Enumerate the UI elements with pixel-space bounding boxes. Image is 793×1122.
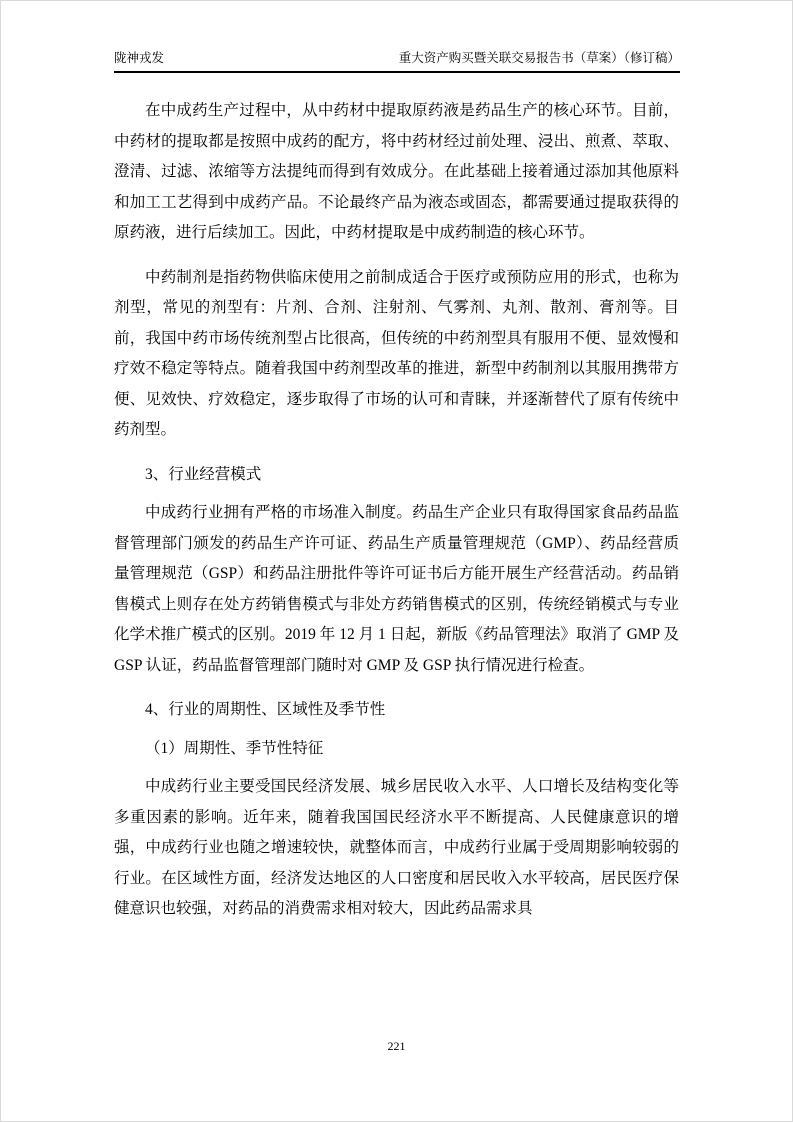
header-company-name: 陇神戎发 bbox=[114, 51, 165, 65]
page-number: 221 bbox=[387, 1039, 406, 1053]
page-header bbox=[114, 49, 680, 73]
paragraph-industry-influences: 中成药行业主要受国民经济发展、城乡居民收入水平、人口增长及结构变化等多重因素的影响。近年来，随着我国国民经济水平不断提高、人民健康意识的增强，中成药行业也随之增速较快，就整体而言，中成药行业属于受周期影响较弱的行业。在区域性方面，经济发达地区的人口密度和居民收入水平较高，居民医疗保健意识也较强，对药品的消费需求相对较大，因此药品需求具 bbox=[114, 778, 679, 917]
paragraph-extraction-process: 在中成药生产过程中，从中药材中提取原药液是药品生产的核心环节。目前，中药材的提取都是按照中成药的配方，将中药材经过前处理、浸出、煎煮、萃取、澄清、过滤、浓缩等方法提纯而得到有效成分。在此基础上接着通过添加其他原料和加工工艺得到中成药产品。不论最终产品为液态或固态，都需要通过提取获得的原药液，进行后续加工。因此，中药材提取是中成药制造的核心环节。 bbox=[114, 102, 679, 241]
heading-cyclical-seasonal-features: （1）周期性、季节性特征 bbox=[145, 739, 324, 757]
heading-industry-business-model: 3、行业经营模式 bbox=[145, 465, 262, 483]
header-report-title: 重大资产购买暨关联交易报告书（草案）（修订稿） bbox=[398, 51, 680, 65]
paragraph-tcm-preparations: 中药制剂是指药物供临床使用之前制成适合于医疗或预防应用的形式，也称为剂型，常见的剂型有：片剂、合剂、注射剂、气雾剂、丸剂、散剂、膏剂等。目前，我国中药市场传统剂型占比很高，但传统的中药剂型具有服用不便、显效慢和疗效不稳定等特点。随着我国中药剂型改革的推进，新型中药制剂以其服用携带方便、见效快、疗效稳定，逐步取得了市场的认可和青睐，并逐渐替代了原有传统中药剂型。 bbox=[114, 268, 679, 438]
page-footer bbox=[1, 1038, 792, 1054]
heading-cyclicality-regionality-seasonality: 4、行业的周期性、区域性及季节性 bbox=[145, 701, 386, 718]
paragraph-market-access: 中成药行业拥有严格的市场准入制度。药品生产企业只有取得国家食品药品监督管理部门颁发的药品生产许可证、药品生产质量管理规范（GMP）、药品经营质量管理规范（GSP）和药品注册批件等许可证书后方能开展生产经营活动。药品销售模式上则存在处方药销售模式与非处方药销售模式的区别，传统经销模式与专业化学术推广模式的区别。2019 年 12 月 1 日起，新版《药品管理法》取消了 GMP 及 GSP 认证，药品监督管理部门随时对 GMP 及 GSP 执行情况进行检查。 bbox=[114, 504, 679, 674]
document-body bbox=[114, 96, 679, 939]
